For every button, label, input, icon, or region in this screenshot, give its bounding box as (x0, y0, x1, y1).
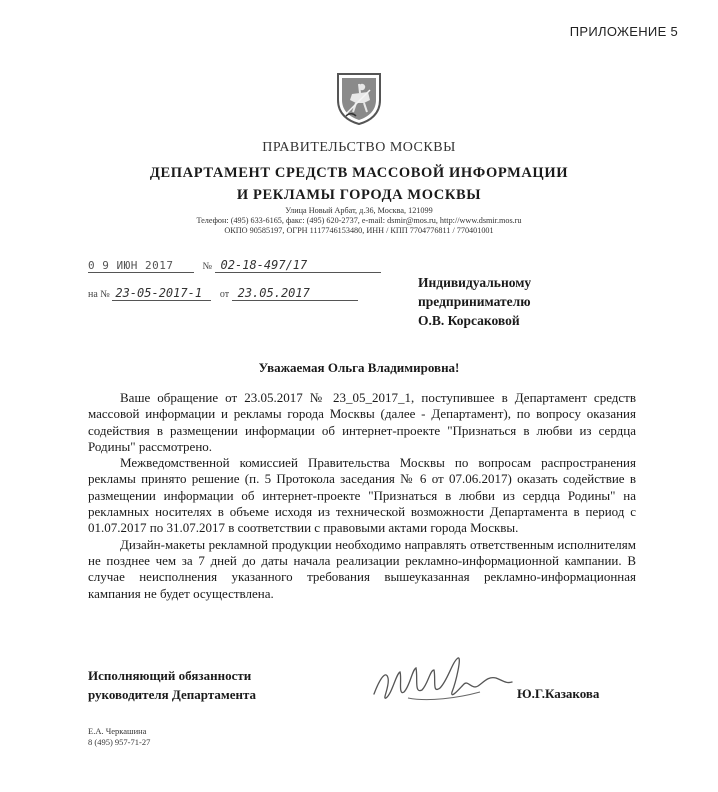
signatory-position-line1: Исполняющий обязанности (88, 668, 252, 683)
signatory-position (88, 666, 256, 704)
signatory-position-line2: руководителя Департамента (88, 687, 257, 702)
body-paragraph-1: Ваше обращение от 23.05.2017 № 23_05_2017_1, поступившее в Департамент средств массовой информации и рекламы города Москвы (далее - Департамент), по вопросу оказания содействия в размещении информации об интернет-проекте "Признаться в любви из сердца Родины" рассмотрено. (88, 390, 636, 454)
government-title: ПРАВИТЕЛЬСТВО МОСКВЫ (262, 140, 456, 155)
recipient-block (418, 273, 531, 330)
executor-phone: 8 (495) 957-71-27 (88, 737, 151, 747)
recipient-line2: предпринимателю (418, 294, 531, 309)
recipient-line3: О.В. Корсаковой (418, 313, 520, 328)
outgoing-registration (88, 258, 381, 273)
greeting: Уважаемая Ольга Владимировна! (258, 360, 460, 375)
body-paragraph-3: Дизайн-макеты рекламной продукции необходимо направлять ответственным исполнителям не позднее чем за 7 дней до даты начала реализации рекламно-информационной кампании. В случае неисполнения указанного требования вышеуказанная рекламно-информационная кампания не будет осуществлена. (88, 536, 636, 601)
moscow-coat-of-arms-icon (334, 70, 384, 126)
executor-info (88, 726, 150, 748)
appendix-label: ПРИЛОЖЕНИЕ 5 (569, 24, 678, 39)
recipient-line1: Индивидуальному (418, 275, 532, 290)
department-codes: ОКПО 90585197, ОГРН 1117746153480, ИНН / КПП 7704776811 / 770401001 (224, 226, 494, 235)
department-title-line1: ДЕПАРТАМЕНТ СРЕДСТВ МАССОВОЙ ИНФОРМАЦИИ (149, 165, 569, 181)
executor-name: Е.А. Черкашина (88, 726, 147, 736)
letter-body (88, 390, 636, 602)
reference-date: 23.05.2017 (232, 286, 358, 301)
outgoing-number: 02-18-497/17 (215, 258, 381, 273)
department-title (0, 162, 718, 206)
incoming-reference (88, 286, 358, 301)
handwritten-signature (368, 648, 518, 720)
signatory-name: Ю.Г.Казакова (517, 686, 600, 701)
ref-from-label: от (219, 289, 230, 300)
body-paragraph-2: Межведомственной комиссией Правительства Москвы по вопросам распространения рекламы принято решение (п. 5 Протокола заседания № 6 от 07.06.2017) оказать содействие в размещении информации об интернет-проекте "Признаться в любви из сердца Родины" на рекламных носителях в объеме исходя из технической возможности Департамента в период с 01.07.2017 по 31.07.2017 в соответствии с правовыми актами города Москвы. (88, 455, 636, 536)
number-label: № (202, 261, 213, 272)
reference-number: 23-05-2017-1 (112, 286, 211, 301)
date-stamp: 0 9 ИЮН 2017 (88, 259, 194, 273)
department-title-line2: И РЕКЛАМЫ ГОРОДА МОСКВЫ (236, 187, 482, 203)
department-address: Улица Новый Арбат, д.36, Москва, 121099 (285, 206, 433, 215)
department-phones: Телефон: (495) 633-6165, факс: (495) 620-2737, e-mail: dsmir@mos.ru, http://www.dsmir.mos.ru (196, 216, 522, 225)
ref-prefix: на № (88, 289, 110, 300)
department-contacts (0, 206, 718, 236)
